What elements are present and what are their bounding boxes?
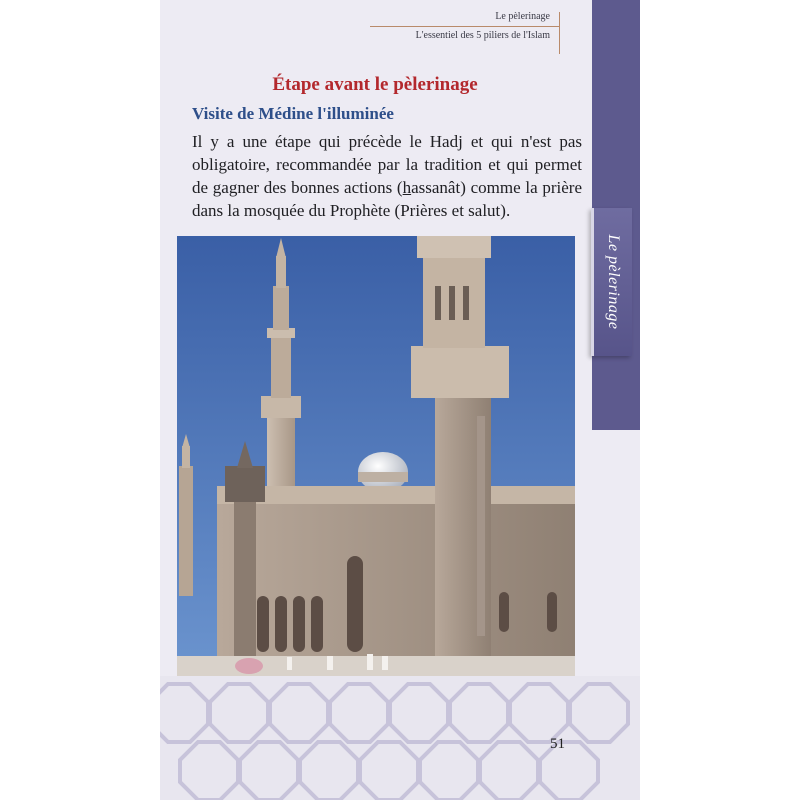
geometric-pattern [160, 676, 640, 800]
paragraph-part-2: assanât) comme la prière dans la mosquée du Prophète (Prières et salut). [192, 178, 583, 220]
header-book-title: L'essentiel des 5 piliers de l'Islam [415, 30, 550, 41]
header-section: Le pèlerinage [495, 11, 550, 22]
running-header [370, 10, 560, 43]
header-vertical-rule [559, 12, 560, 54]
chapter-tab [591, 208, 632, 356]
paragraph-part-1: Il y a une étape qui précède le Hadj et qui n'est pas obligatoire, recommandée par la tradition et qui permet de gagner des bonnes actions ( [192, 132, 582, 197]
body-paragraph [192, 130, 582, 222]
chapter-tab-label: Le pèlerinage [605, 234, 622, 330]
page-number: 51 [550, 736, 565, 752]
header-rule [370, 26, 560, 27]
section-title: Étape avant le pèlerinage [272, 74, 478, 95]
mosque-photo [177, 236, 575, 680]
book-page [160, 0, 640, 800]
paragraph-underlined-letter: h [402, 178, 412, 197]
section-subtitle: Visite de Médine l'illuminée [192, 104, 394, 123]
